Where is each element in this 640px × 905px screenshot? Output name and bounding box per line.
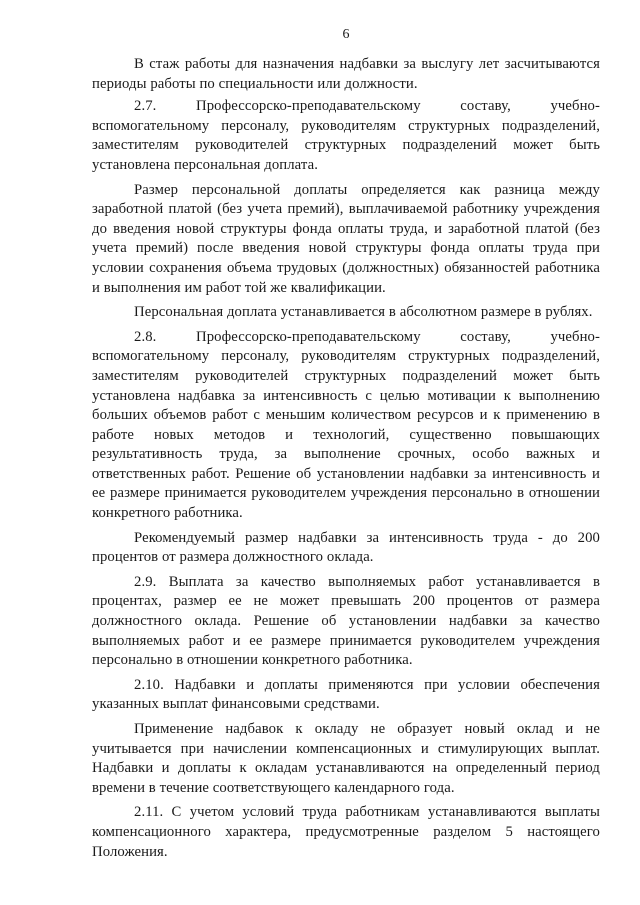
paragraph-2-8-intensity-bonus: 2.8. Профессорско-преподавательскому составу, учебно-вспомогательному персоналу, руководителям структурных подразделений, заместителям руководителей структурных подразделений может быть установлена надбавка за интенсивность с целью мотивации к выполнению больших объемов работ с меньшим количеством ресурсов и к применению в работе новых методов и технологий, существенно повышающих результативность труда, за выполнение срочных, особо важных и ответственных работ. Решение об установлении надбавки за интенсивность и ее размере принимается руководителем учреждения персонально в отношении конкретного работника. [92,328,600,522]
page-number: 6 [342,27,350,42]
document-page [92,26,600,867]
paragraph-allowance-size: Размер персональной доплаты определяется как разница между заработной платой (без учета премий), выплачиваемой работнику учреждения до введения новой структуры фонда оплаты труда, и заработной платой (без учета премий) после введения новой структуры фонда оплаты труда при условии сохранения объема трудовых (должностных) обязанностей работника и выполнения им работ той же квалификации. [92,181,600,296]
paragraph-bonus-application: Применение надбавок к окладу не образует новый оклад и не учитывается при начислении компенсационных и стимулирующих выплат. Надбавки и доплаты к окладам устанавливаются на определенный период времени в течение соответствующего календарного года. [92,721,600,796]
paragraph-seniority-periods: В стаж работы для назначения надбавки за выслугу лет засчитываются периоды работы по специальности или должности. [92,56,600,92]
paragraph-2-10-funding-condition: 2.10. Надбавки и доплаты применяются при условии обеспечения указанных выплат финансовыми средствами. [92,676,600,713]
paragraph-2-7-personal-allowance: 2.7. Профессорско-преподавательскому составу, учебно-вспомогательному персоналу, руководителям структурных подразделений, заместителям руководителей структурных подразделений может быть установлена персональная доплата. [92,98,600,173]
paragraph-recommended-intensity: Рекомендуемый размер надбавки за интенсивность труда - до 200 процентов от размера должностного оклада. [92,529,600,566]
paragraph-2-11-compensation: 2.11. С учетом условий труда работникам устанавливаются выплаты компенсационного характера, предусмотренные разделом 5 настоящего Положения. [92,804,600,860]
paragraph-allowance-rubles: Персональная доплата устанавливается в абсолютном размере в рублях. [134,304,593,321]
paragraph-2-9-quality-payment: 2.9. Выплата за качество выполняемых работ устанавливается в процентах, размер ее не может превышать 200 процентов от размера должностного оклада. Решение об установлении надбавки за качество выполняемых работ и ее размере принимается руководителем учреждения персонально в отношении конкретного работника. [92,573,600,669]
